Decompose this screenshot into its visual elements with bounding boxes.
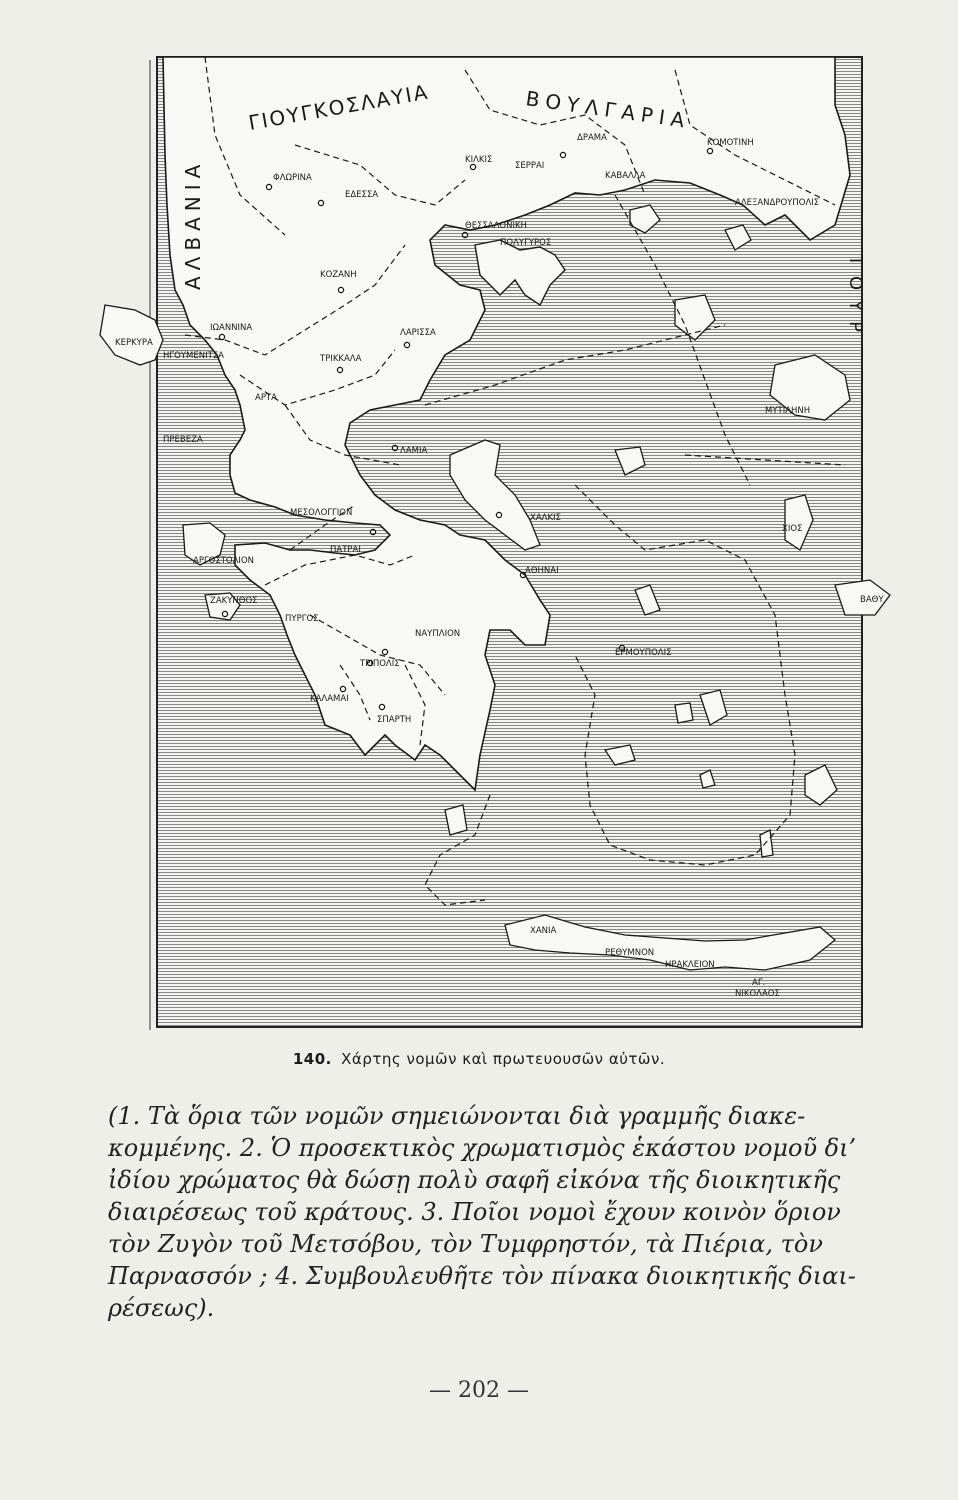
island-karpathos (760, 830, 773, 857)
label-kilkis: ΚΙΛΚΙΣ (465, 155, 493, 165)
label-thessaloniki: ΘΕΣΣΑΛΟΝΙΚΗ (465, 221, 527, 231)
label-kavala: ΚΑΒΑΛΛΑ (605, 171, 646, 181)
label-sparti: ΣΠΑΡΤΗ (377, 715, 412, 725)
label-mytilini: ΜΥΤΙΛΗΝΗ (765, 406, 811, 416)
label-arta: ΑΡΤΑ (255, 393, 277, 403)
notes-line: Παρνασσόν ; 4. Συμβουλευθῆτε τὸν πίνακα διοικητικῆς διαι- (108, 1262, 856, 1290)
label-alexandroupolis: ΑΛΕΞΑΝΔΡΟΥΠΟΛΙΣ (735, 198, 820, 208)
notes-line: τὸν Ζυγὸν τοῦ Μετσόβου, τὸν Τυμφρηστόν, τὰ Πιέρια, τὸν (108, 1230, 823, 1258)
greece-prefectures-map (115, 55, 884, 1030)
label-drama: ΔΡΑΜΑ (577, 133, 607, 143)
label-chania: ΧΑΝΙΑ (530, 926, 557, 936)
label-nafplion: ΝΑΥΠΛΙΟΝ (415, 629, 461, 639)
label-kalamai: ΚΑΛΑΜΑΙ (310, 694, 349, 704)
label-lamia: ΛΑΜΙΑ (400, 446, 428, 456)
label-polygyros: ΠΟΛΥΓΥΡΟΣ (500, 238, 552, 248)
label-serrai: ΣΕΡΡΑΙ (515, 161, 545, 171)
label-chalkis: ΧΑΛΚΙΣ (530, 513, 561, 523)
figure-caption (0, 1050, 958, 1068)
label-ioannina: ΙΩΑΝΝΙΝΑ (210, 323, 253, 333)
label-argostoli: ΑΡΓΟΣΤΟΛΙΟΝ (193, 556, 254, 566)
notes-line: ἰδίου χρώματος θὰ δώσῃ πολὺ σαφῆ εἰκόνα τῆς διοικητικῆς (108, 1166, 841, 1194)
notes-line: κομμένης. 2. Ὁ προσεκτικὸς χρωματισμὸς ἑκάστου νομοῦ δι’ (108, 1134, 857, 1162)
page-number: — 202 — (429, 1378, 529, 1403)
label-kerkyra: ΚΕΡΚΥΡΑ (115, 338, 153, 348)
island-paros (675, 703, 693, 723)
label-edessa: ΕΔΕΣΣΑ (345, 190, 379, 200)
label-trikala: ΤΡΙΚΚΑΛΑ (320, 354, 362, 364)
label-zakynthos: ΖΑΚΥΝΘΟΣ (210, 596, 258, 606)
label-athinai: ΑΘΗΝΑΙ (525, 566, 559, 576)
label-preveza: ΠΡΕΒΕΖΑ (163, 435, 203, 445)
label-tripolis: ΤΡΙΠΟΛΙΣ (360, 659, 400, 669)
label-yugoslavia: ΓΙΟΥΓΚΟΣΛΑΥΙΑ (246, 79, 431, 135)
label-kozani: ΚΟΖΑΝΗ (320, 270, 357, 280)
label-chios: ΧΙΟΣ (782, 524, 803, 534)
figure-caption-text: Χάρτης νομῶν καὶ πρωτευουσῶν αὐτῶν. (341, 1050, 666, 1068)
island-kerkyra (100, 305, 163, 365)
label-bulgaria: ΒΟΥΛΓΑΡΙΑ (524, 86, 692, 134)
label-igoumenitsa: ΗΓΟΥΜΕΝΙΤΣΑ (163, 351, 224, 361)
label-larisa: ΛΑΡΙΣΣΑ (400, 328, 436, 338)
figure-number: 140. (292, 1050, 332, 1068)
label-patrai: ΠΑΤΡΑΙ (330, 545, 361, 555)
label-florina: ΦΛΩΡΙΝΑ (273, 173, 312, 183)
label-mesolongi: ΜΕΣΟΛΟΓΓΙΟΝ (290, 508, 353, 518)
label-albania: ΑΛΒΑΝΙΑ (181, 158, 205, 290)
notes-line: ρέσεως). (108, 1294, 215, 1322)
label-turkey: ΤΟΥΡ (845, 255, 866, 343)
label-agios-nikolaos-line2: ΝΙΚΟΛΑΟΣ (735, 989, 780, 999)
map-figure (115, 55, 884, 1030)
label-pyrgos: ΠΥΡΓΟΣ (285, 614, 319, 624)
label-ermoupolis: ΕΡΜΟΥΠΟΛΙΣ (615, 648, 672, 658)
label-agios-nikolaos-line1: ΑΓ. (752, 978, 766, 988)
notes-line: διαιρέσεως τοῦ κράτους. 3. Ποῖοι νομοὶ ἔχουν κοινὸν ὅριον (108, 1198, 841, 1226)
label-vathy: ΒΑΘΥ (860, 595, 884, 605)
label-irakleion: ΗΡΑΚΛΕΙΟΝ (665, 960, 715, 970)
notes-line: (1. Τὰ ὅρια τῶν νομῶν σημειώνονται διὰ γραμμῆς διακε- (108, 1102, 806, 1130)
map-notes (108, 1100, 868, 1324)
label-rethymnon: ΡΕΘΥΜΝΟΝ (605, 948, 655, 958)
label-komotini: ΚΟΜΟΤΙΝΗ (707, 138, 754, 148)
